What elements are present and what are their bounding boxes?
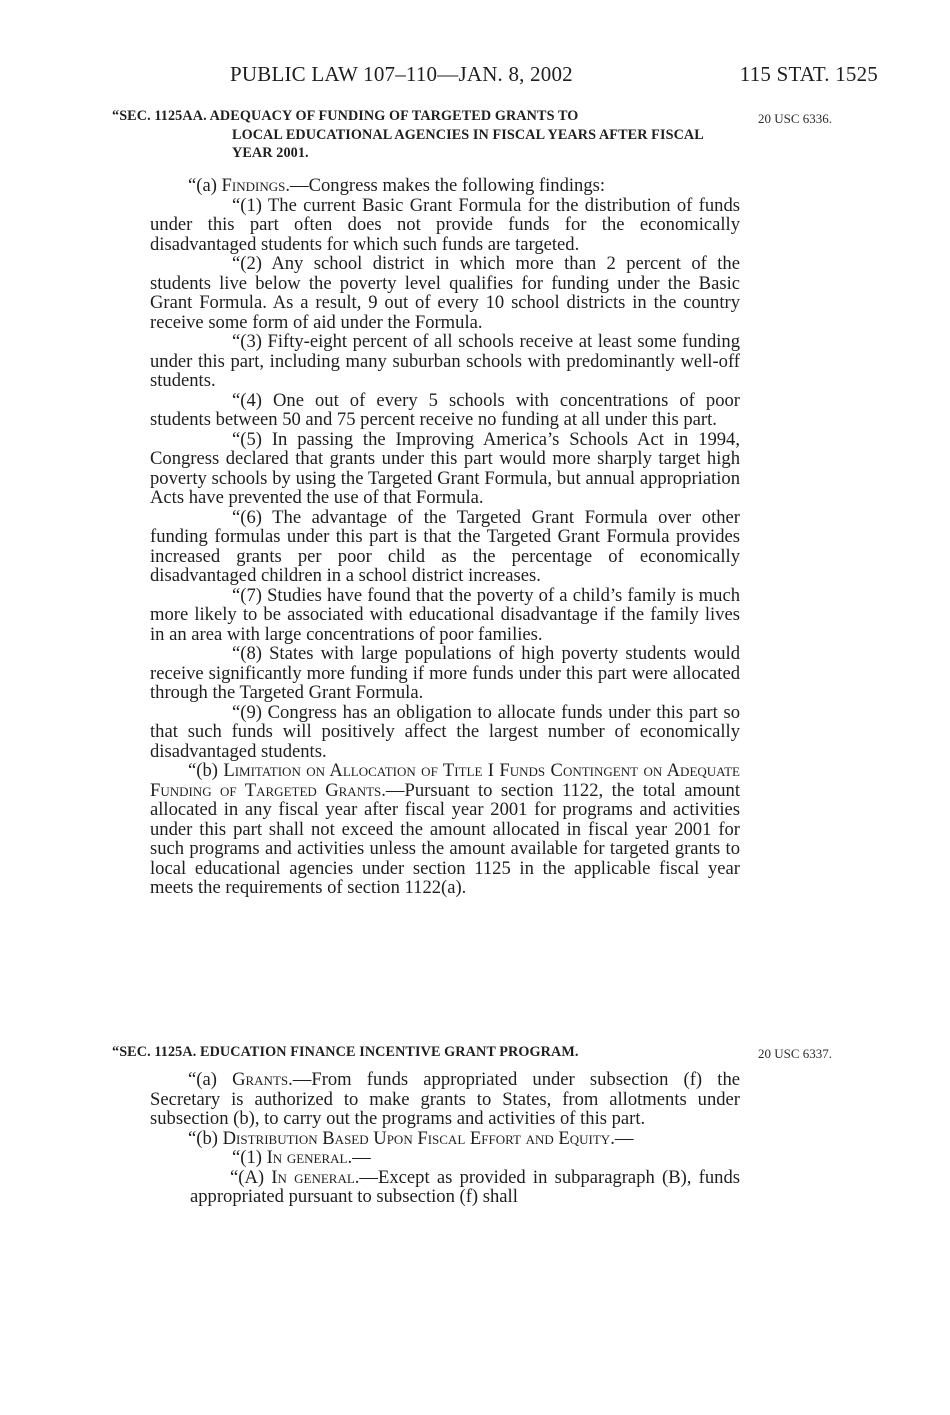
section-1125a-heading: “SEC. 1125A. EDUCATION FINANCE INCENTIVE GRANT PROGRAM. xyxy=(112,1044,579,1060)
finding-7: “(7) Studies have found that the poverty of a child’s family is much more likely to be associated with educational disadvantage if the family lives in an area with large concentrations of poor families. xyxy=(150,584,740,645)
usc-margin-note-6337: 20 USC 6337. xyxy=(758,1046,833,1061)
subsection-a-findings: “(a) Findings.—Congress makes the following findings: xyxy=(188,175,606,196)
subsection-a-grants: “(a) Grants.—From funds appropriated under subsection (f) the Secretary is authorized to make grants to States, from allotments under subsection (b), to carry out the programs and activities of this part. xyxy=(150,1069,741,1129)
section-1125aa-heading xyxy=(112,107,740,163)
finding-3: “(3) Fifty-eight percent of all schools receive at least some funding under this part, including many suburban schools with predominantly well-off students. xyxy=(150,331,740,391)
running-head xyxy=(150,62,878,88)
section-heading-line: “SEC. 1125AA. ADEQUACY OF FUNDING OF TARGETED GRANTS TO xyxy=(112,108,579,124)
finding-9: “(9) Congress has an obligation to allocate funds under this part so that such funds will positively affect the largest number of economically disadvantaged students. xyxy=(150,701,740,762)
section-1125aa-body xyxy=(150,176,740,898)
subparagraph-title: In general xyxy=(271,1166,355,1188)
statute-page-number: 115 STAT. 1525 xyxy=(739,62,878,86)
subsection-title: Limitation on Allocation of Title I Funds Contingent on Adequate Funding of Targeted Grants xyxy=(150,760,740,801)
subsection-title: Findings xyxy=(221,175,286,196)
finding-8: “(8) States with large populations of high poverty students would receive significantly more funding if more funds under this part were allocated through the Targeted Grant Formula. xyxy=(150,643,740,703)
finding-5: “(5) In passing the Improving America’s Schools Act in 1994, Congress declared that grants under this part would more sharply target high poverty schools by using the Targeted Grant Formula, but annual appropriation Acts have prevented the use of that Formula. xyxy=(150,428,740,508)
finding-6: “(6) The advantage of the Targeted Grant Formula over other funding formulas under this part is that the Targeted Grant Formula provides increased grants per poor child as the percentage of economically disadvantaged children in a school district increases. xyxy=(150,506,740,586)
paragraph-b1: “(1) In general.— xyxy=(232,1147,371,1168)
subsection-title: Grants xyxy=(232,1069,289,1090)
subsection-title: Distribution Based Upon Fiscal Effort and Equity xyxy=(222,1127,611,1149)
finding-1: “(1) The current Basic Grant Formula for the distribution of funds under this part often does not provide funds for the economically disadvantaged students for which such funds are targeted. xyxy=(150,194,740,255)
section-heading-continuation: LOCAL EDUCATIONAL AGENCIES IN FISCAL YEARS AFTER FISCAL YEAR 2001. xyxy=(232,126,704,161)
subparagraph-bA: “(A) In general.—Except as provided in subparagraph (B), funds appropriated pursuant to subsection (f) shall xyxy=(190,1166,740,1207)
finding-4: “(4) One out of every 5 schools with concentrations of poor students between 50 and 75 percent receive no funding at all under this part. xyxy=(150,389,740,430)
paragraph-title: In general xyxy=(266,1147,348,1168)
usc-margin-note-6336: 20 USC 6336. xyxy=(758,111,833,126)
section-1125a-body xyxy=(150,1070,740,1207)
finding-2: “(2) Any school district in which more than 2 percent of the students live below the poverty level qualifies for funding under the Basic Grant Formula. As a result, 9 out of every 10 school districts in the country receive some form of aid under the Formula. xyxy=(150,253,740,333)
public-law-citation: PUBLIC LAW 107–110—JAN. 8, 2002 xyxy=(230,62,573,86)
subsection-b-limitation: “(b) Limitation on Allocation of Title I Funds Contingent on Adequate Funding of Targeted Grants.—Pursuant to section 1122, the total amount allocated in any fiscal year after fiscal year 2001 for programs and activities under this part shall not exceed the amount allocated in fiscal year 2001 for such programs and activities unless the amount available for targeted grants to local educational agencies under section 1125 in the applicable fiscal year meets the requirements of section 1122(a). xyxy=(150,760,740,898)
subsection-b-distribution: “(b) Distribution Based Upon Fiscal Effort and Equity.— xyxy=(188,1127,634,1149)
